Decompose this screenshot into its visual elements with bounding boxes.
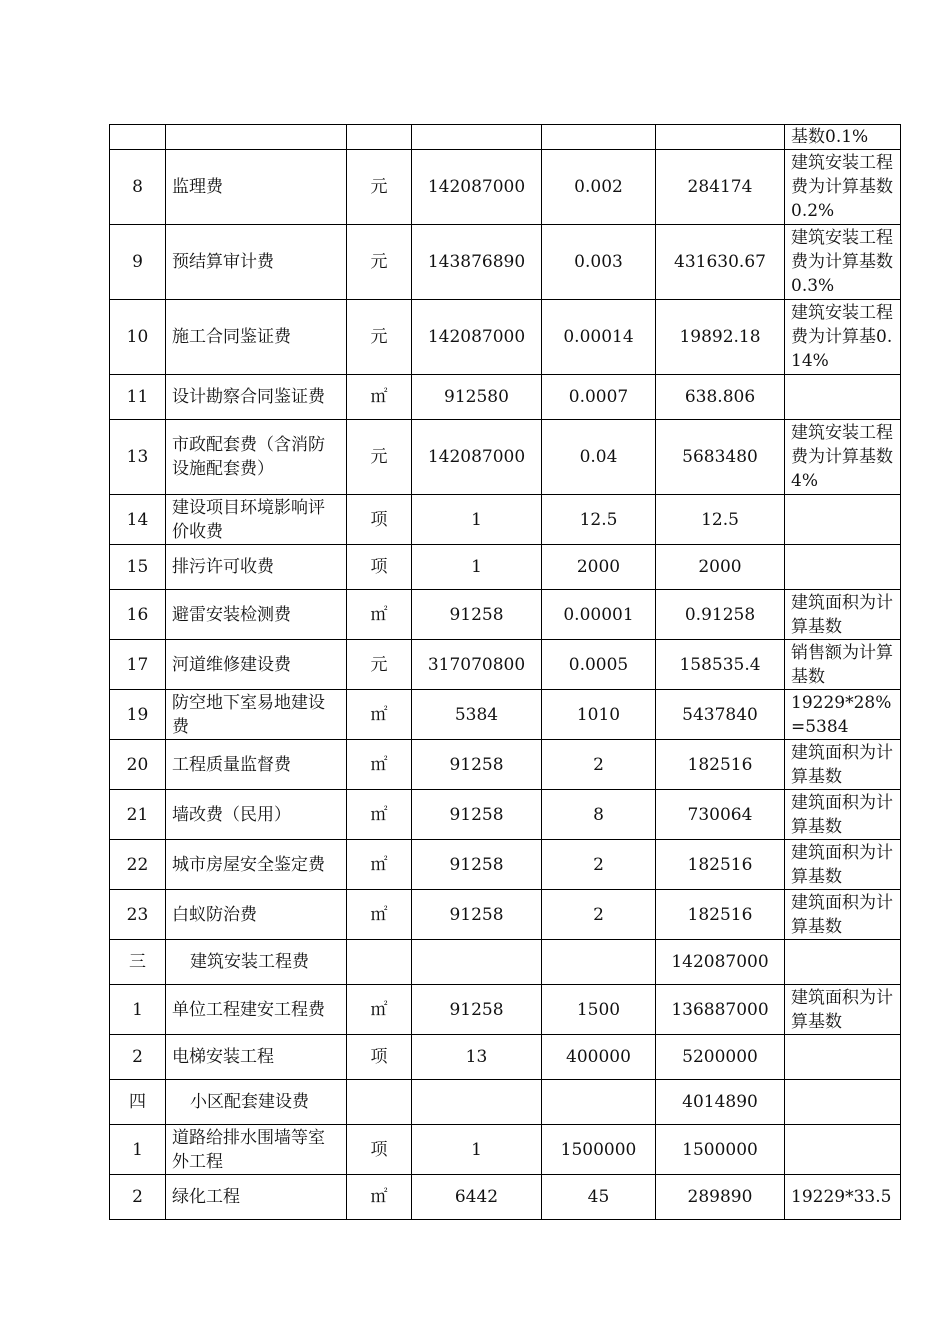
row-number: 20 (110, 740, 166, 790)
rate-cell: 1500 (542, 985, 656, 1035)
row-number: 9 (110, 225, 166, 300)
quantity-cell: 1 (412, 1125, 542, 1175)
rate-cell: 2 (542, 890, 656, 940)
rate-cell: 0.0005 (542, 640, 656, 690)
section-row (110, 1080, 901, 1125)
row-number: 四 (110, 1080, 166, 1125)
quantity-cell (412, 940, 542, 985)
item-name: 绿化工程 (166, 1175, 347, 1220)
table-row (110, 495, 901, 545)
table-row (110, 1175, 901, 1220)
quantity-cell: 91258 (412, 985, 542, 1035)
rate-cell: 0.04 (542, 420, 656, 495)
amount-cell: 431630.67 (656, 225, 785, 300)
note-cell: 建筑面积为计算基数 (785, 890, 901, 940)
table-row (110, 545, 901, 590)
row-number: 1 (110, 985, 166, 1035)
note-cell: 建筑安装工程费为计算基数0.3% (785, 225, 901, 300)
note-cell (785, 375, 901, 420)
amount-cell: 5683480 (656, 420, 785, 495)
row-number: 21 (110, 790, 166, 840)
quantity-cell: 317070800 (412, 640, 542, 690)
amount-cell: 136887000 (656, 985, 785, 1035)
rate-cell: 0.0007 (542, 375, 656, 420)
amount-cell: 638.806 (656, 375, 785, 420)
row-number: 1 (110, 1125, 166, 1175)
note-cell: 建筑面积为计算基数 (785, 790, 901, 840)
note-cell (785, 545, 901, 590)
item-name: 预结算审计费 (166, 225, 347, 300)
item-name: 避雷安装检测费 (166, 590, 347, 640)
table-row (110, 740, 901, 790)
amount-cell: 142087000 (656, 940, 785, 985)
amount-cell: 730064 (656, 790, 785, 840)
table-row (110, 125, 901, 150)
rate-cell: 0.003 (542, 225, 656, 300)
table-row (110, 790, 901, 840)
unit-cell: 项 (347, 495, 412, 545)
table-row (110, 1125, 901, 1175)
quantity-cell (412, 125, 542, 150)
item-name: 排污许可收费 (166, 545, 347, 590)
table-row (110, 1035, 901, 1080)
unit-cell (347, 1080, 412, 1125)
rate-cell: 12.5 (542, 495, 656, 545)
unit-cell (347, 940, 412, 985)
quantity-cell: 91258 (412, 840, 542, 890)
item-name: 单位工程建安工程费 (166, 985, 347, 1035)
amount-cell: 182516 (656, 890, 785, 940)
quantity-cell: 91258 (412, 590, 542, 640)
unit-cell: ㎡ (347, 790, 412, 840)
item-name: 电梯安装工程 (166, 1035, 347, 1080)
item-name: 防空地下室易地建设费 (166, 690, 347, 740)
rate-cell: 2 (542, 740, 656, 790)
unit-cell: 元 (347, 300, 412, 375)
amount-cell: 289890 (656, 1175, 785, 1220)
note-cell: 建筑面积为计算基数 (785, 590, 901, 640)
table-row (110, 225, 901, 300)
quantity-cell: 91258 (412, 790, 542, 840)
table-row (110, 640, 901, 690)
quantity-cell: 6442 (412, 1175, 542, 1220)
row-number: 16 (110, 590, 166, 640)
quantity-cell: 1 (412, 495, 542, 545)
row-number: 三 (110, 940, 166, 985)
note-cell: 19229*28%=5384 (785, 690, 901, 740)
table-row (110, 690, 901, 740)
item-name: 河道维修建设费 (166, 640, 347, 690)
amount-cell: 182516 (656, 740, 785, 790)
item-name: 监理费 (166, 150, 347, 225)
note-cell (785, 1035, 901, 1080)
quantity-cell: 91258 (412, 740, 542, 790)
quantity-cell (412, 1080, 542, 1125)
item-name: 城市房屋安全鉴定费 (166, 840, 347, 890)
unit-cell: ㎡ (347, 840, 412, 890)
quantity-cell: 13 (412, 1035, 542, 1080)
quantity-cell: 912580 (412, 375, 542, 420)
rate-cell: 2 (542, 840, 656, 890)
amount-cell: 182516 (656, 840, 785, 890)
quantity-cell: 5384 (412, 690, 542, 740)
item-name (166, 125, 347, 150)
rate-cell (542, 125, 656, 150)
rate-cell: 0.00014 (542, 300, 656, 375)
amount-cell: 2000 (656, 545, 785, 590)
note-cell: 建筑面积为计算基数 (785, 740, 901, 790)
item-name: 建设项目环境影响评价收费 (166, 495, 347, 545)
rate-cell: 2000 (542, 545, 656, 590)
amount-cell: 12.5 (656, 495, 785, 545)
table-row (110, 590, 901, 640)
quantity-cell: 142087000 (412, 300, 542, 375)
quantity-cell: 142087000 (412, 420, 542, 495)
row-number: 2 (110, 1035, 166, 1080)
rate-cell (542, 940, 656, 985)
row-number: 15 (110, 545, 166, 590)
unit-cell: 元 (347, 225, 412, 300)
note-cell: 19229*33.5 (785, 1175, 901, 1220)
unit-cell: 项 (347, 1035, 412, 1080)
item-name: 墙改费（民用） (166, 790, 347, 840)
note-cell: 建筑面积为计算基数 (785, 985, 901, 1035)
unit-cell: 元 (347, 150, 412, 225)
item-name: 设计勘察合同鉴证费 (166, 375, 347, 420)
unit-cell: ㎡ (347, 890, 412, 940)
note-cell (785, 940, 901, 985)
quantity-cell: 143876890 (412, 225, 542, 300)
quantity-cell: 142087000 (412, 150, 542, 225)
table-row (110, 420, 901, 495)
rate-cell: 1010 (542, 690, 656, 740)
row-number: 10 (110, 300, 166, 375)
row-number: 19 (110, 690, 166, 740)
item-name: 小区配套建设费 (166, 1080, 347, 1125)
row-number: 13 (110, 420, 166, 495)
row-number: 17 (110, 640, 166, 690)
note-cell: 建筑面积为计算基数 (785, 840, 901, 890)
note-cell: 销售额为计算基数 (785, 640, 901, 690)
quantity-cell: 91258 (412, 890, 542, 940)
section-row (110, 940, 901, 985)
item-name: 施工合同鉴证费 (166, 300, 347, 375)
note-cell: 建筑安装工程费为计算基0.14% (785, 300, 901, 375)
row-number: 2 (110, 1175, 166, 1220)
rate-cell: 45 (542, 1175, 656, 1220)
amount-cell: 5437840 (656, 690, 785, 740)
table-row (110, 890, 901, 940)
rate-cell: 400000 (542, 1035, 656, 1080)
unit-cell: ㎡ (347, 690, 412, 740)
row-number: 8 (110, 150, 166, 225)
unit-cell: ㎡ (347, 985, 412, 1035)
item-name: 工程质量监督费 (166, 740, 347, 790)
rate-cell (542, 1080, 656, 1125)
amount-cell: 4014890 (656, 1080, 785, 1125)
unit-cell: 元 (347, 420, 412, 495)
unit-cell: 项 (347, 545, 412, 590)
amount-cell: 5200000 (656, 1035, 785, 1080)
amount-cell: 0.91258 (656, 590, 785, 640)
note-cell: 基数0.1% (785, 125, 901, 150)
unit-cell: ㎡ (347, 590, 412, 640)
note-cell (785, 1125, 901, 1175)
amount-cell: 284174 (656, 150, 785, 225)
cost-table-body (110, 125, 901, 1220)
row-number: 22 (110, 840, 166, 890)
unit-cell: ㎡ (347, 740, 412, 790)
rate-cell: 8 (542, 790, 656, 840)
unit-cell: 元 (347, 640, 412, 690)
unit-cell: ㎡ (347, 375, 412, 420)
table-row (110, 375, 901, 420)
table-row (110, 985, 901, 1035)
amount-cell: 158535.4 (656, 640, 785, 690)
row-number: 14 (110, 495, 166, 545)
table-row (110, 300, 901, 375)
item-name: 市政配套费（含消防设施配套费） (166, 420, 347, 495)
rate-cell: 0.002 (542, 150, 656, 225)
amount-cell: 19892.18 (656, 300, 785, 375)
amount-cell: 1500000 (656, 1125, 785, 1175)
note-cell (785, 495, 901, 545)
note-cell: 建筑安装工程费为计算基数4% (785, 420, 901, 495)
unit-cell: 项 (347, 1125, 412, 1175)
item-name: 道路给排水围墙等室外工程 (166, 1125, 347, 1175)
table-row (110, 150, 901, 225)
row-number: 23 (110, 890, 166, 940)
note-cell (785, 1080, 901, 1125)
amount-cell (656, 125, 785, 150)
unit-cell: ㎡ (347, 1175, 412, 1220)
quantity-cell: 1 (412, 545, 542, 590)
cost-table (109, 124, 901, 1220)
item-name: 白蚁防治费 (166, 890, 347, 940)
row-number: 11 (110, 375, 166, 420)
item-name: 建筑安装工程费 (166, 940, 347, 985)
unit-cell (347, 125, 412, 150)
row-number (110, 125, 166, 150)
table-row (110, 840, 901, 890)
rate-cell: 1500000 (542, 1125, 656, 1175)
note-cell: 建筑安装工程费为计算基数0.2% (785, 150, 901, 225)
rate-cell: 0.00001 (542, 590, 656, 640)
